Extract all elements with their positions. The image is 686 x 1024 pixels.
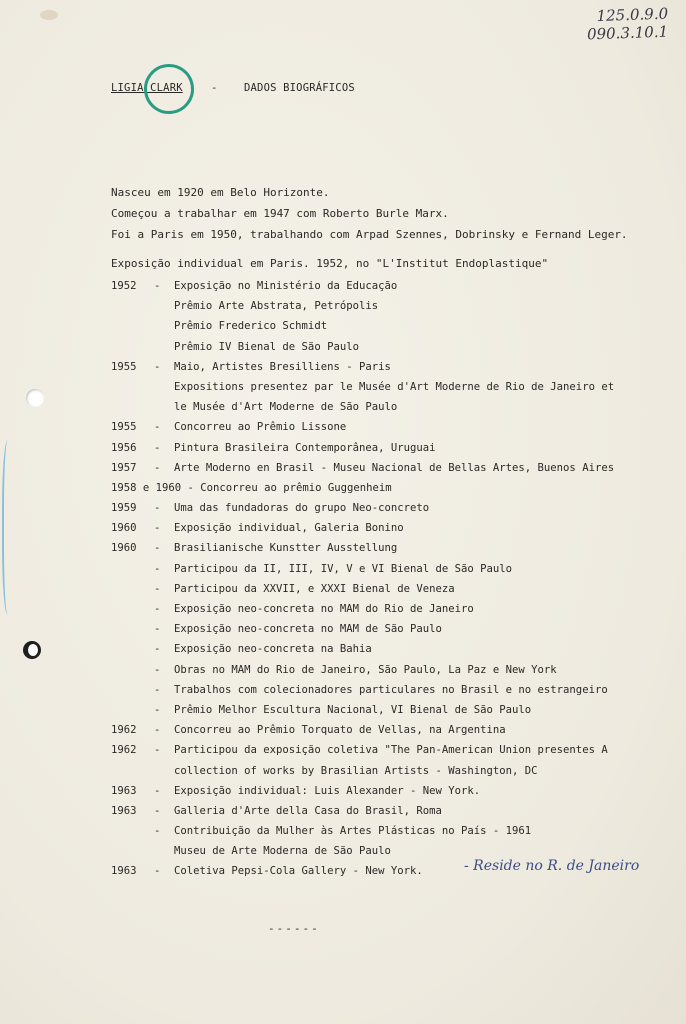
timeline-year: 1963 — [111, 784, 137, 797]
timeline-text: Pintura Brasileira Contemporânea, Uruguai — [174, 441, 436, 454]
margin-ink-mark — [2, 440, 16, 615]
timeline-dash: - — [154, 784, 161, 797]
archive-number-line: 090.3.10.1 — [586, 22, 669, 44]
intro-line: Exposição individual em Paris. 1952, no "L'Institut Endoplastique" — [111, 257, 549, 270]
timeline-year: 1963 — [111, 804, 137, 817]
timeline-dash: - — [154, 683, 161, 696]
punch-hole — [23, 641, 41, 659]
timeline-year: 1955 — [111, 360, 137, 373]
timeline-dash: - — [154, 663, 161, 676]
timeline-text: Exposição no Ministério da Educação — [174, 280, 398, 292]
timeline-text: collection of works by Brasilian Artists - Washington, DC — [174, 764, 538, 777]
timeline-text: Prêmio Frederico Schmidt — [174, 320, 328, 333]
timeline-year: 1963 — [111, 865, 137, 878]
timeline-text: Trabalhos com colecionadores particulares no Brasil e no estrangeiro — [174, 683, 608, 696]
timeline-text: Uma das fundadoras do grupo Neo-concreto — [174, 502, 430, 515]
timeline-dash: - — [154, 441, 161, 454]
timeline-dash: - — [154, 542, 161, 555]
timeline-text: Exposição individual, Galeria Bonino — [174, 522, 404, 535]
timeline-year: 1957 — [111, 461, 137, 474]
timeline-dash: - — [154, 603, 161, 615]
document-title: DADOS BIOGRÁFICOS — [244, 82, 355, 94]
timeline-text: Participou da exposição coletiva "The Pan-American Union presentes A — [174, 744, 608, 757]
timeline-year: 1958 e 1960 - Concorreu ao prêmio Guggenheim — [111, 481, 392, 494]
timeline-year: 1962 — [111, 724, 137, 737]
timeline-text: Arte Moderno en Brasil - Museu Nacional de Bellas Artes, Buenos Aires — [174, 461, 615, 474]
archive-number-line: 125.0.9.0 — [596, 4, 669, 26]
timeline-dash: - — [154, 502, 161, 515]
timeline-text: Participou da II, III, IV, V e VI Bienal de São Paulo — [174, 562, 513, 575]
punch-hole — [26, 389, 44, 407]
timeline-text: Expositions presentez par le Musée d'Art Moderne de Rio de Janeiro et — [174, 380, 615, 393]
paper-stain — [40, 10, 58, 20]
intro-line: Foi a Paris em 1950, trabalhando com Arpad Szennes, Dobrinsky e Fernand Leger. — [111, 228, 628, 241]
timeline-year: 1962 — [111, 744, 137, 757]
timeline-dash: - — [154, 744, 161, 757]
timeline-text: Brasilianische Kunstter Ausstellung — [174, 542, 398, 555]
timeline-text: Prêmio IV Bienal de São Paulo — [174, 340, 359, 353]
timeline-year: 1952 — [111, 280, 137, 292]
timeline-text: Participou da XXVII, e XXXI Bienal de Veneza — [174, 582, 455, 595]
timeline-text: Coletiva Pepsi-Cola Gallery - New York. — [174, 865, 423, 878]
green-circle-annotation — [141, 61, 197, 117]
timeline-text: Maio, Artistes Bresilliens - Paris — [174, 360, 391, 373]
artist-name: LIGIA CLARK — [111, 82, 183, 94]
intro-line: Começou a trabalhar em 1947 com Roberto Burle Marx. — [111, 207, 449, 220]
timeline-text: Galleria d'Arte della Casa do Brasil, Roma — [174, 804, 442, 817]
header-separator: - — [211, 82, 218, 94]
timeline-text: Exposição individual: Luis Alexander - New York. — [174, 784, 481, 797]
intro-line: Nasceu em 1920 em Belo Horizonte. — [111, 186, 330, 199]
handwritten-note: - Reside no R. de Janeiro — [464, 858, 640, 874]
timeline-dash: - — [154, 623, 161, 636]
timeline-dash: - — [154, 724, 161, 737]
timeline-text: Museu de Arte Moderna de São Paulo — [174, 845, 391, 858]
timeline-dash: - — [154, 562, 161, 575]
timeline-text: Exposição neo-concreta no MAM de São Paulo — [174, 623, 442, 636]
timeline-dash: - — [154, 703, 161, 716]
timeline-year: 1960 — [111, 522, 137, 535]
timeline-dash: - — [154, 280, 161, 292]
timeline-dash: - — [154, 522, 161, 535]
timeline-text: Concorreu ao Prêmio Torquato de Vellas, na Argentina — [174, 724, 506, 737]
timeline-dash: - — [154, 461, 161, 474]
timeline-year: 1955 — [111, 421, 137, 434]
intro-block — [111, 182, 628, 274]
timeline-dash: - — [154, 865, 161, 878]
timeline-text: Concorreu ao Prêmio Lissone — [174, 421, 347, 434]
timeline-text: le Musée d'Art Moderne de São Paulo — [174, 401, 398, 414]
timeline-year: 1960 — [111, 542, 137, 555]
archive-number — [587, 6, 668, 42]
timeline-dash: - — [154, 421, 161, 434]
timeline-text: Exposição neo-concreta no MAM do Rio de Janeiro — [174, 603, 474, 615]
timeline-year: 1956 — [111, 441, 137, 454]
timeline-text: Exposição neo-concreta na Bahia — [174, 643, 372, 656]
timeline-text: Prêmio Arte Abstrata, Petrópolis — [174, 300, 379, 313]
timeline-text: Contribuição da Mulher às Artes Plásticas no País - 1961 — [174, 825, 532, 838]
timeline-dash: - — [154, 825, 161, 838]
timeline-dash: - — [154, 582, 161, 595]
timeline-text: Obras no MAM do Rio de Janeiro, São Paulo, La Paz e New York — [174, 663, 557, 676]
timeline-dash: - — [154, 643, 161, 656]
end-rule: ------ — [268, 922, 320, 935]
timeline-dash: - — [154, 360, 161, 373]
timeline-text: Prêmio Melhor Escultura Nacional, VI Bienal de São Paulo — [174, 703, 532, 716]
timeline-year: 1959 — [111, 502, 137, 515]
timeline-dash: - — [154, 804, 161, 817]
